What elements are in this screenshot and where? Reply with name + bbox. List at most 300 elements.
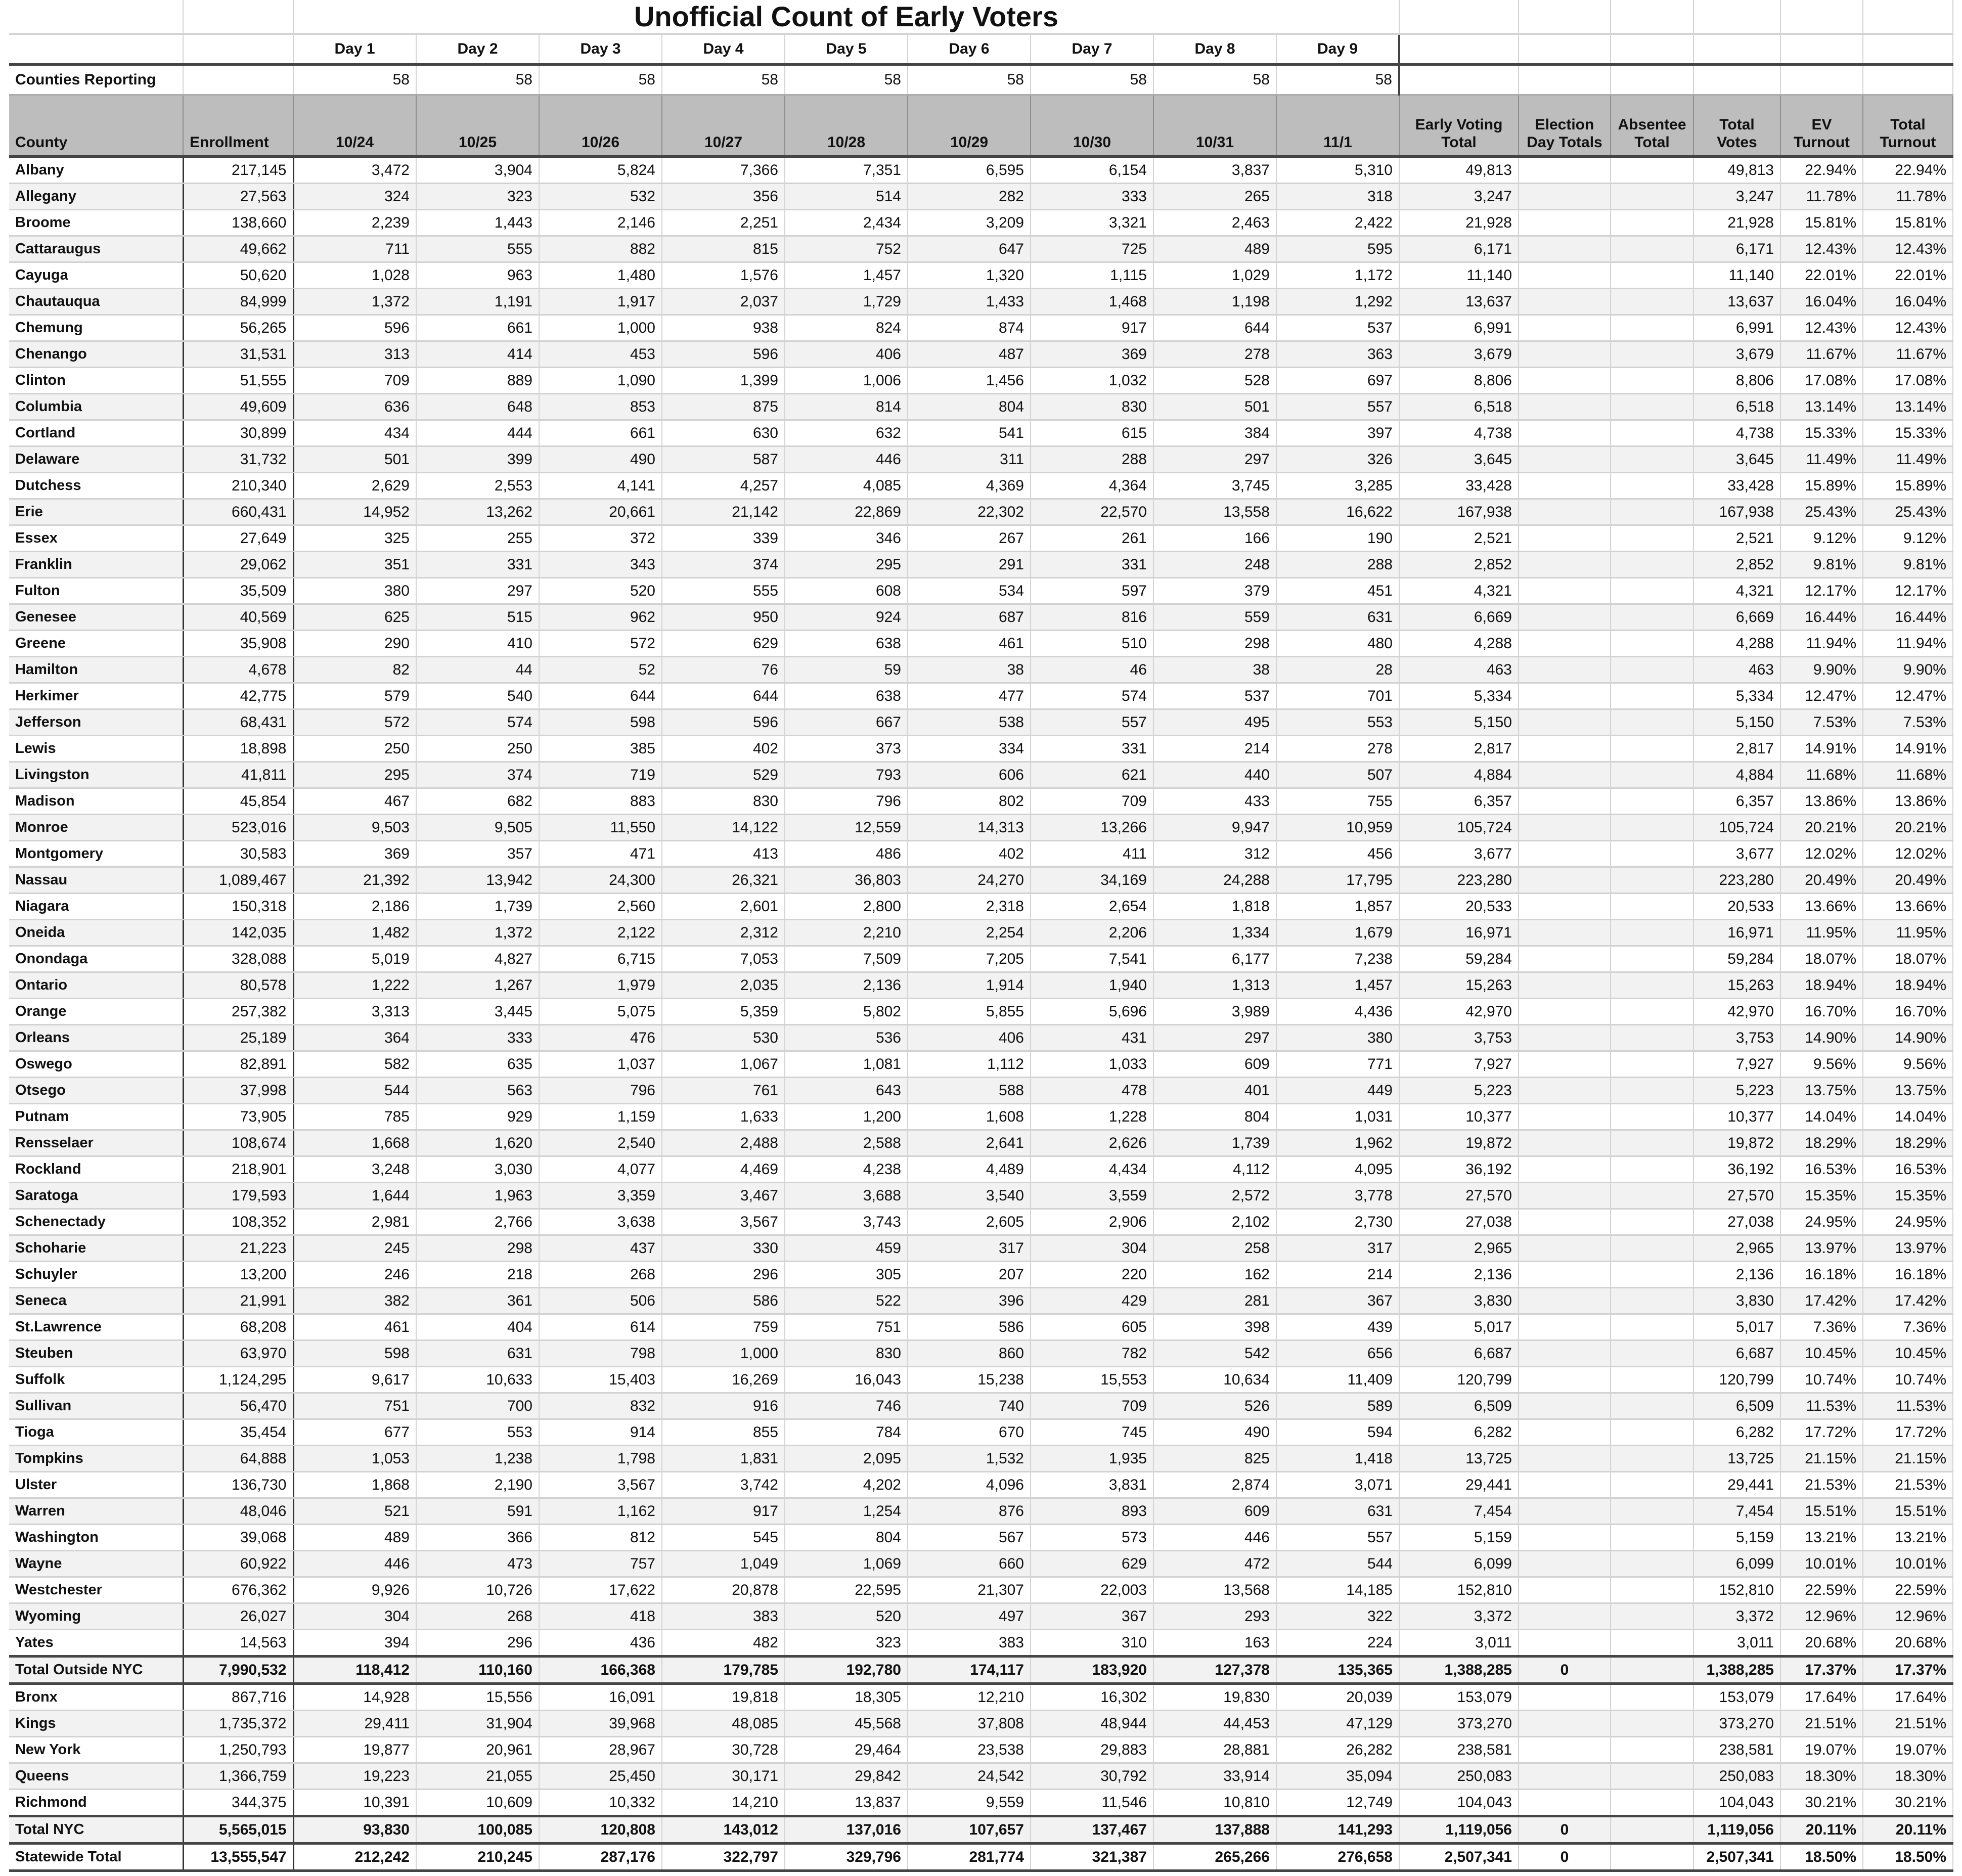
cell-value: [1519, 236, 1611, 262]
table-row: [9, 946, 1953, 972]
cell-value: 2,434: [785, 210, 908, 236]
cell-value: 255: [416, 525, 539, 552]
table-row: [9, 1341, 1953, 1367]
cell-value: [1611, 420, 1693, 446]
cell-value: 344,375: [183, 1790, 293, 1816]
cell-value: 30.21%: [1863, 1790, 1953, 1816]
cell-value: 20,878: [662, 1577, 785, 1603]
county-name: Broome: [9, 210, 183, 236]
cell-value: 246: [293, 1262, 416, 1288]
cell-value: 11.68%: [1780, 762, 1863, 788]
cell-value: 324: [293, 184, 416, 210]
cell-value: 2,206: [1031, 920, 1153, 946]
cell-value: 40,569: [183, 604, 293, 631]
cell-value: 16.44%: [1780, 604, 1863, 631]
cell-value: 19,877: [293, 1737, 416, 1763]
column-header-date: 10/26: [539, 95, 662, 157]
cell-value: 3,285: [1276, 473, 1399, 499]
table-row: [9, 1603, 1953, 1630]
cell-value: 3,467: [662, 1183, 785, 1209]
cell-value: 35,454: [183, 1419, 293, 1446]
county-name: Monroe: [9, 815, 183, 841]
cell-value: 17.64%: [1780, 1684, 1863, 1711]
cell-value: 21,223: [183, 1235, 293, 1262]
cell-value: 328,088: [183, 946, 293, 972]
cell-value: [1519, 210, 1611, 236]
cell-value: [1611, 972, 1693, 999]
cell-value: 3,011: [1693, 1630, 1780, 1657]
cell-value: 398: [1153, 1314, 1276, 1341]
cell-value: 598: [293, 1341, 416, 1367]
cell-value: 24.95%: [1780, 1209, 1863, 1235]
cell-value: 73,905: [183, 1104, 293, 1130]
cell-value: 830: [785, 1341, 908, 1367]
cell-value: 596: [662, 341, 785, 368]
table-row: [9, 1104, 1953, 1130]
cell-value: [1519, 157, 1611, 184]
cell-value: 15,238: [908, 1367, 1031, 1393]
cell-value: 6,991: [1399, 315, 1519, 341]
cell-value: 11.95%: [1863, 920, 1953, 946]
cell-value: 5,019: [293, 946, 416, 972]
cell-value: 14,210: [662, 1790, 785, 1816]
cell-value: 27,038: [1399, 1209, 1519, 1235]
cell-value: [1611, 1816, 1693, 1844]
cell-value: 404: [416, 1314, 539, 1341]
cell-value: [1519, 1419, 1611, 1446]
cell-value: 174,117: [908, 1657, 1031, 1684]
cell-value: 2,210: [785, 920, 908, 946]
cell-value: 2,629: [293, 473, 416, 499]
cell-value: 635: [416, 1051, 539, 1078]
column-header-date: 10/30: [1031, 95, 1153, 157]
cell-value: 21,307: [908, 1577, 1031, 1603]
table-row: [9, 1577, 1953, 1603]
cell-value: 1,162: [539, 1498, 662, 1525]
cell-value: 3,677: [1693, 841, 1780, 867]
cell-value: 14,185: [1276, 1577, 1399, 1603]
cell-value: 594: [1276, 1419, 1399, 1446]
cell-value: 1,979: [539, 972, 662, 999]
cell-value: 12.96%: [1863, 1603, 1953, 1630]
column-header-county: County: [9, 95, 183, 157]
cell-value: 15.81%: [1863, 210, 1953, 236]
cell-value: 27,038: [1693, 1209, 1780, 1235]
cell-value: 385: [539, 736, 662, 762]
cell-value: 563: [416, 1078, 539, 1104]
cell-value: 463: [1399, 657, 1519, 683]
cell-value: 1,620: [416, 1130, 539, 1156]
table-row: [9, 420, 1953, 446]
county-name: Queens: [9, 1763, 183, 1790]
cell-value: 5,565,015: [183, 1816, 293, 1844]
counties-reporting-value: 58: [416, 65, 539, 95]
cell-value: 497: [908, 1603, 1031, 1630]
cell-value: [1519, 1156, 1611, 1183]
cell-value: 48,944: [1031, 1711, 1153, 1737]
cell-value: 25.43%: [1780, 499, 1863, 525]
cell-value: 48,046: [183, 1498, 293, 1525]
cell-value: 298: [1153, 631, 1276, 657]
cell-value: 402: [908, 841, 1031, 867]
cell-value: 6,282: [1693, 1419, 1780, 1446]
cell-value: [1611, 1288, 1693, 1314]
cell-value: 1,254: [785, 1498, 908, 1525]
cell-value: [1611, 1051, 1693, 1078]
cell-value: 591: [416, 1498, 539, 1525]
cell-value: 21.51%: [1780, 1711, 1863, 1737]
cell-value: [1519, 1498, 1611, 1525]
county-name: Warren: [9, 1498, 183, 1525]
table-row: [9, 315, 1953, 341]
cell-value: 16,302: [1031, 1684, 1153, 1711]
cell-value: 2,190: [416, 1472, 539, 1498]
column-header-election-day: Election Day Totals: [1519, 95, 1611, 157]
cell-value: 401: [1153, 1078, 1276, 1104]
column-header-date: 10/24: [293, 95, 416, 157]
table-row: [9, 1446, 1953, 1472]
cell-value: 1,372: [293, 289, 416, 315]
cell-value: 261: [1031, 525, 1153, 552]
cell-value: 35,509: [183, 578, 293, 604]
cell-value: 2,463: [1153, 210, 1276, 236]
cell-value: [1519, 1025, 1611, 1051]
cell-value: 63,970: [183, 1341, 293, 1367]
cell-value: 17.72%: [1863, 1419, 1953, 1446]
counties-reporting-value: 58: [1276, 65, 1399, 95]
column-header-date: 11/1: [1276, 95, 1399, 157]
cell-value: [1519, 368, 1611, 394]
cell-value: [1519, 525, 1611, 552]
cell-value: 1,729: [785, 289, 908, 315]
cell-value: 21,928: [1693, 210, 1780, 236]
cell-value: 210,340: [183, 473, 293, 499]
cell-value: 13,725: [1693, 1446, 1780, 1472]
cell-value: 4,141: [539, 473, 662, 499]
cell-value: 20.49%: [1780, 867, 1863, 894]
cell-value: 142,035: [183, 920, 293, 946]
county-name: Herkimer: [9, 683, 183, 709]
cell-value: 1,222: [293, 972, 416, 999]
cell-value: 489: [293, 1525, 416, 1551]
cell-value: 540: [416, 683, 539, 709]
column-header-date: 10/27: [662, 95, 785, 157]
cell-value: 545: [662, 1525, 785, 1551]
cell-value: 4,077: [539, 1156, 662, 1183]
cell-value: 7,927: [1693, 1051, 1780, 1078]
cell-value: 396: [908, 1288, 1031, 1314]
cell-value: 3,688: [785, 1183, 908, 1209]
blank-cell: [9, 34, 183, 65]
total-outside-nyc-row: [9, 1657, 1953, 1684]
cell-value: 41,811: [183, 762, 293, 788]
cell-value: [1611, 788, 1693, 815]
cell-value: 238,581: [1399, 1737, 1519, 1763]
cell-value: 573: [1031, 1525, 1153, 1551]
counties-reporting-value: 58: [785, 65, 908, 95]
cell-value: 19,223: [293, 1763, 416, 1790]
cell-value: 29,464: [785, 1737, 908, 1763]
cell-value: 490: [539, 446, 662, 473]
cell-value: [1611, 1737, 1693, 1763]
cell-value: 11.53%: [1863, 1393, 1953, 1419]
cell-value: 39,068: [183, 1525, 293, 1551]
cell-value: 127,378: [1153, 1657, 1276, 1684]
cell-value: 250: [293, 736, 416, 762]
cell-value: 2,136: [1693, 1262, 1780, 1288]
cell-value: 367: [1276, 1288, 1399, 1314]
cell-value: 4,321: [1693, 578, 1780, 604]
cell-value: 1,831: [662, 1446, 785, 1472]
cell-value: 816: [1031, 604, 1153, 631]
cell-value: 4,678: [183, 657, 293, 683]
cell-value: 361: [416, 1288, 539, 1314]
cell-value: 12.43%: [1780, 315, 1863, 341]
cell-value: 3,742: [662, 1472, 785, 1498]
cell-value: 410: [416, 631, 539, 657]
cell-value: 677: [293, 1419, 416, 1446]
day-header: Day 4: [662, 34, 785, 65]
cell-value: 3,645: [1399, 446, 1519, 473]
cell-value: 515: [416, 604, 539, 631]
cell-value: 51,555: [183, 368, 293, 394]
county-name: Saratoga: [9, 1183, 183, 1209]
county-name: Lewis: [9, 736, 183, 762]
cell-value: 42,775: [183, 683, 293, 709]
cell-value: 9,926: [293, 1577, 416, 1603]
cell-value: 298: [416, 1235, 539, 1262]
cell-value: 18.29%: [1863, 1130, 1953, 1156]
cell-value: 110,160: [416, 1657, 539, 1684]
cell-value: [1611, 762, 1693, 788]
cell-value: 929: [416, 1104, 539, 1130]
cell-value: [1611, 1763, 1693, 1790]
cell-value: 384: [1153, 420, 1276, 446]
cell-value: 1,031: [1276, 1104, 1399, 1130]
county-name: Ulster: [9, 1472, 183, 1498]
cell-value: 21,991: [183, 1288, 293, 1314]
cell-value: 36,192: [1399, 1156, 1519, 1183]
cell-value: 13.97%: [1780, 1235, 1863, 1262]
cell-value: 587: [662, 446, 785, 473]
cell-value: 4,096: [908, 1472, 1031, 1498]
table-row: [9, 1393, 1953, 1419]
cell-value: [1519, 736, 1611, 762]
county-name: St.Lawrence: [9, 1314, 183, 1341]
cell-value: 12.43%: [1780, 236, 1863, 262]
cell-value: 644: [539, 683, 662, 709]
county-name: New York: [9, 1737, 183, 1763]
cell-value: [1519, 1262, 1611, 1288]
cell-value: 3,567: [539, 1472, 662, 1498]
cell-value: 265: [1153, 184, 1276, 210]
cell-value: 10,633: [416, 1367, 539, 1393]
cell-value: 5,824: [539, 157, 662, 184]
table-row: [9, 552, 1953, 578]
cell-value: 461: [293, 1314, 416, 1341]
cell-value: [1611, 1419, 1693, 1446]
cell-value: 6,171: [1693, 236, 1780, 262]
cell-value: 6,177: [1153, 946, 1276, 972]
cell-value: 167,938: [1399, 499, 1519, 525]
cell-value: 326: [1276, 446, 1399, 473]
cell-value: 867,716: [183, 1684, 293, 1711]
cell-value: 15.35%: [1863, 1183, 1953, 1209]
cell-value: 7,053: [662, 946, 785, 972]
cell-value: 248: [1153, 552, 1276, 578]
cell-value: 538: [908, 709, 1031, 736]
table-row: [9, 1156, 1953, 1183]
cell-value: 152,810: [1693, 1577, 1780, 1603]
cell-value: 4,434: [1031, 1156, 1153, 1183]
cell-value: 5,150: [1399, 709, 1519, 736]
cell-value: 746: [785, 1393, 908, 1419]
cell-value: [1611, 1314, 1693, 1341]
cell-value: 629: [662, 631, 785, 657]
county-name: Oswego: [9, 1051, 183, 1078]
cell-value: 520: [785, 1603, 908, 1630]
table-row: [9, 262, 1953, 289]
cell-value: [1611, 1551, 1693, 1577]
cell-value: 346: [785, 525, 908, 552]
cell-value: 656: [1276, 1341, 1399, 1367]
county-name: Statewide Total: [9, 1844, 183, 1871]
cell-value: 1,868: [293, 1472, 416, 1498]
cell-value: 22.94%: [1863, 157, 1953, 184]
cell-value: 20.49%: [1863, 867, 1953, 894]
cell-value: 532: [539, 184, 662, 210]
cell-value: 3,321: [1031, 210, 1153, 236]
county-name: Schenectady: [9, 1209, 183, 1235]
cell-value: 12.47%: [1863, 683, 1953, 709]
cell-value: 59: [785, 657, 908, 683]
cell-value: 536: [785, 1025, 908, 1051]
cell-value: 1,191: [416, 289, 539, 315]
cell-value: 3,372: [1399, 1603, 1519, 1630]
cell-value: 220: [1031, 1262, 1153, 1288]
cell-value: 13.86%: [1863, 788, 1953, 815]
cell-value: 501: [293, 446, 416, 473]
county-name: Bronx: [9, 1684, 183, 1711]
cell-value: 16.18%: [1780, 1262, 1863, 1288]
table-row: [9, 499, 1953, 525]
cell-value: 19,830: [1153, 1684, 1276, 1711]
cell-value: 459: [785, 1235, 908, 1262]
cell-value: 20,039: [1276, 1684, 1399, 1711]
cell-value: 10,810: [1153, 1790, 1276, 1816]
table-body: [9, 157, 1953, 1871]
cell-value: 17.37%: [1780, 1657, 1863, 1684]
cell-value: 514: [785, 184, 908, 210]
cell-value: 9,947: [1153, 815, 1276, 841]
day-header: Day 2: [416, 34, 539, 65]
cell-value: 924: [785, 604, 908, 631]
cell-value: 192,780: [785, 1657, 908, 1684]
cell-value: 2,488: [662, 1130, 785, 1156]
cell-value: 238,581: [1693, 1737, 1780, 1763]
cell-value: 137,016: [785, 1816, 908, 1844]
cell-value: 629: [1031, 1551, 1153, 1577]
cell-value: 3,837: [1153, 157, 1276, 184]
county-name: Chenango: [9, 341, 183, 368]
county-name: Schoharie: [9, 1235, 183, 1262]
cell-value: [1611, 1711, 1693, 1737]
cell-value: 1,798: [539, 1446, 662, 1472]
cell-value: 631: [1276, 604, 1399, 631]
cell-value: 4,489: [908, 1156, 1031, 1183]
cell-value: 27,649: [183, 525, 293, 552]
cell-value: 574: [416, 709, 539, 736]
cell-value: 3,753: [1693, 1025, 1780, 1051]
cell-value: 804: [908, 394, 1031, 420]
cell-value: 10.01%: [1863, 1551, 1953, 1577]
cell-value: 670: [908, 1419, 1031, 1446]
blank-cell: [183, 0, 293, 34]
cell-value: 163: [1153, 1630, 1276, 1657]
cell-value: 2,507,341: [1693, 1844, 1780, 1871]
cell-value: 25,189: [183, 1025, 293, 1051]
table-row: [9, 999, 1953, 1025]
cell-value: 507: [1276, 762, 1399, 788]
cell-value: 50,620: [183, 262, 293, 289]
cell-value: 31,732: [183, 446, 293, 473]
cell-value: 4,095: [1276, 1156, 1399, 1183]
cell-value: 414: [416, 341, 539, 368]
cell-value: 104,043: [1399, 1790, 1519, 1816]
cell-value: 13.14%: [1863, 394, 1953, 420]
cell-value: 1,457: [1276, 972, 1399, 999]
cell-value: [1611, 683, 1693, 709]
cell-value: 785: [293, 1104, 416, 1130]
cell-value: 815: [662, 236, 785, 262]
cell-value: 597: [1031, 578, 1153, 604]
table-row: [9, 210, 1953, 236]
cell-value: 595: [1276, 236, 1399, 262]
cell-value: 19,818: [662, 1684, 785, 1711]
cell-value: 108,674: [183, 1130, 293, 1156]
cell-value: 373,270: [1399, 1711, 1519, 1737]
cell-value: [1611, 552, 1693, 578]
cell-value: 586: [662, 1288, 785, 1314]
cell-value: [1611, 1262, 1693, 1288]
cell-value: 46: [1031, 657, 1153, 683]
cell-value: 258: [1153, 1235, 1276, 1262]
cell-value: 290: [293, 631, 416, 657]
table-row: [9, 1498, 1953, 1525]
cell-value: 4,738: [1399, 420, 1519, 446]
cell-value: 138,660: [183, 210, 293, 236]
cell-value: 44,453: [1153, 1711, 1276, 1737]
cell-value: 12.02%: [1863, 841, 1953, 867]
cell-value: 304: [1031, 1235, 1153, 1262]
cell-value: [1519, 1104, 1611, 1130]
cell-value: 2,965: [1693, 1235, 1780, 1262]
cell-value: 6,357: [1693, 788, 1780, 815]
cell-value: 962: [539, 604, 662, 631]
cell-value: 1,468: [1031, 289, 1153, 315]
cell-value: [1611, 631, 1693, 657]
cell-value: 268: [539, 1262, 662, 1288]
cell-value: 18.30%: [1780, 1763, 1863, 1790]
cell-value: 6,687: [1693, 1341, 1780, 1367]
table-row: [9, 683, 1953, 709]
cell-value: [1519, 1209, 1611, 1235]
cell-value: 21,928: [1399, 210, 1519, 236]
table-row: [9, 157, 1953, 184]
cell-value: 2,422: [1276, 210, 1399, 236]
table-row: [9, 1314, 1953, 1341]
cell-value: 13,262: [416, 499, 539, 525]
